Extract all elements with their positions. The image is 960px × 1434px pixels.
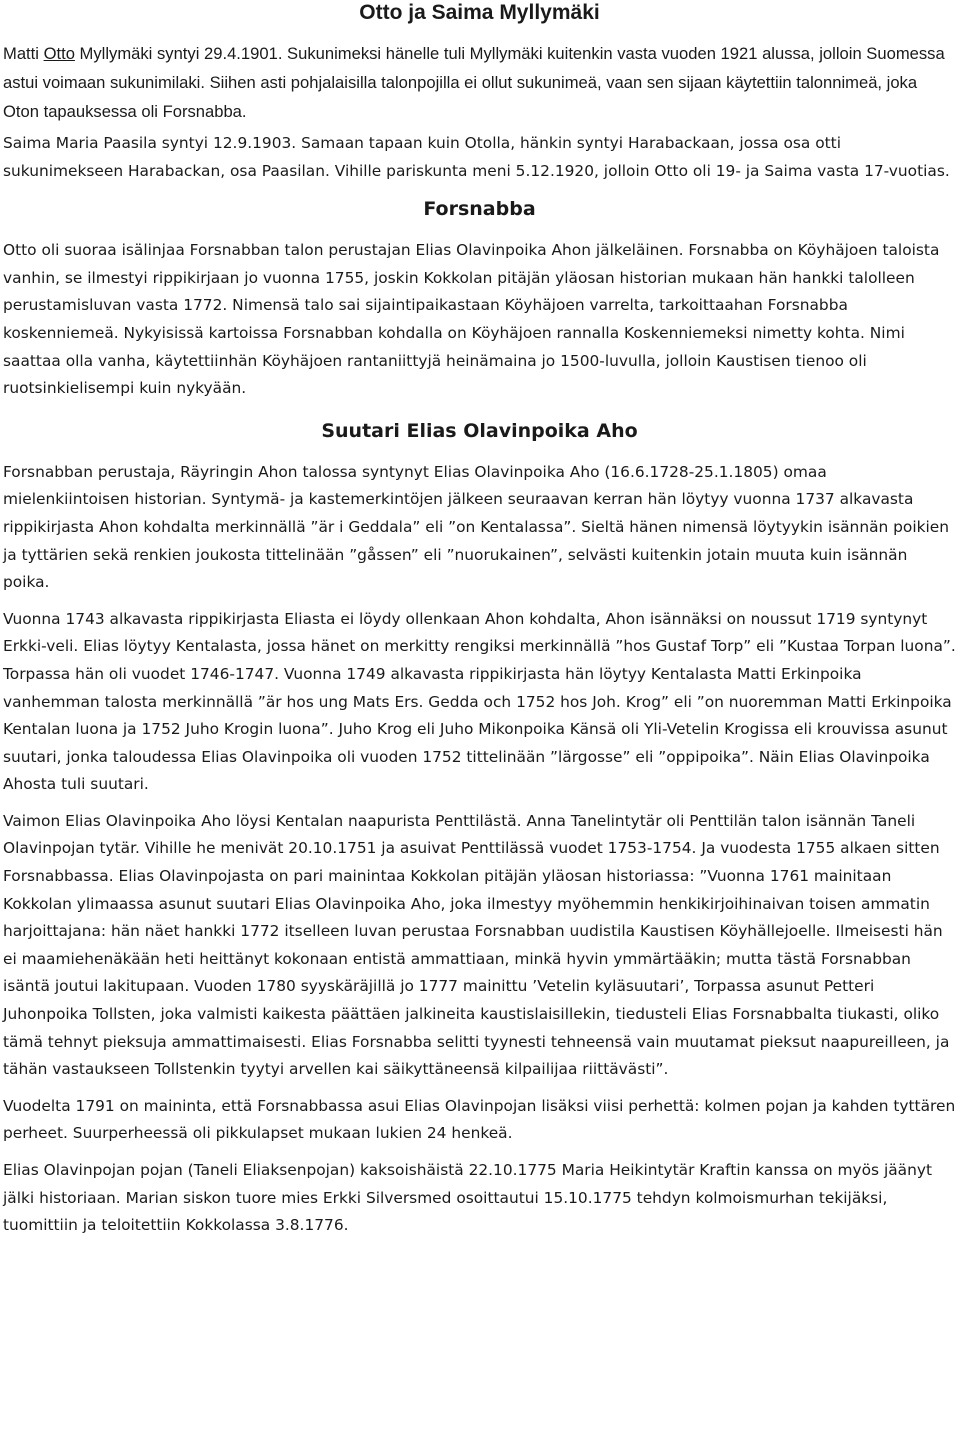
forsnabba-paragraph-1: Otto oli suoraa isälinjaa Forsnabban talon perustajan Elias Olavinpoika Ahon jälkeläinen. Forsnabba on Köyhäjoen taloista vanhin, se ilmestyi rippikirjaan jo vuonna 1755, joskin Kokkolan pitäjän yläosan historian mukaan hän hankki talolleen perustamisluvan vasta 1772. Nimensä talo sai sijaintipaikastaan Köyhäjoen varrelta, tarkoittaahan Forsnabba koskenniemeä. Nykyisissä kartoissa Forsnabban kohdalla on Köyhäjoen rannalla Koskenniemeksi nimetty kohta. Nimi saattaa olla vanha, käytettiinhän Köyhäjoen rantaniittyjä heinämaina jo 1500-luvulla, jolloin Kaustisen tienoo oli ruotsinkielisempi kuin nykyään. (3, 241, 940, 398)
elias-paragraph-5: Elias Olavinpojan pojan (Taneli Eliaksenpojan) kaksoishäistä 22.10.1775 Maria Heikintytär Kraftin kanssa on myös jäänyt jälki historiaan. Marian siskon tuore mies Erkki Silversmed osoittautui 15.10.1775 tehdyn kolmoismurhan tekijäksi, tuomittiin ja teloitettiin Kokkolassa 3.8.1776. (3, 1161, 932, 1235)
elias-paragraph-1: Forsnabban perustaja, Räyringin Ahon talossa syntynyt Elias Olavinpoika Aho (16.6.1728-25.1.1805) omaa mielenkiintoisen historian. Syntymä- ja kastemerkintöjen jälkeen seuraavan kerran hän löytyy vuonna 1737 alkavasta rippikirjasta Ahon kohdalta merkinnällä ”är i Geddala” eli ”on Kentalassa”. Sieltä hänen nimensä löytyykin isännän poikien ja tyttärien sekä renkien joukosta tittelinään ”gåssen” eli ”nuorukainen”, selvästi kuitenkin jotain muuta kuin isännän poika. (3, 462, 950, 592)
elias-paragraph-4: Vuodelta 1791 on maininta, että Forsnabbassa asui Elias Olavinpojan lisäksi viisi perhettä: kolmen pojan ja kahden tyttären perheet. Suurperheessä oli pikkulapset mukaan lukien 24 henkeä. (3, 1096, 956, 1143)
intro-section (3, 39, 956, 185)
intro-text-b: Myllymäki syntyi 29.4.1901. Sukunimeksi hänelle tuli Myllymäki kuitenkin vasta vuoden 1921 alussa, jolloin Suomessa astui voimaan sukunimilaki. Siihen asti pohjalaisilla talonpojilla ei ollut sukunimeä, vaan sen sijaan käytettiin talonnimeä, joka Oton tapauksessa oli Forsnabba. (3, 44, 945, 121)
otto-underlined: Otto (43, 44, 75, 63)
elias-paragraph-2: Vuonna 1743 alkavasta rippikirjasta Eliasta ei löydy ollenkaan Ahon kohdalta, Ahon isännäksi on noussut 1719 syntynyt Erkki-veli. Elias löytyy Kentalasta, jossa hänet on merkitty rengiksi merkinnällä ”hos Gustaf Torp” eli ”Kustaa Torpan luona”. Torpassa hän oli vuodet 1746-1747. Vuonna 1749 alkavasta rippikirjasta hän löytyy Kentalasta Matti Erkinpoika vanhemman talosta merkinnällä ”är hos ung Mats Ers. Gedda och 1752 hos Joh. Krog” eli ”on nuoremman Matti Erkinpoika Kentalan luona ja 1752 Juho Krogin luona”. Juho Krog eli Juho Mikonpoika Känsä oli Yli-Vetelin Krogissa eli krouvissa asunut suutari, jonka taloudessa Elias Olavinpoika oli vuoden 1752 tittelinään ”lärgosse” eli ”oppipoika”. Näin Elias Olavinpoika Ahosta tuli suutari. (3, 609, 956, 794)
section-heading-forsnabba: Forsnabba (423, 198, 536, 221)
intro-text-a: Matti (3, 44, 44, 63)
intro-paragraph-1 (3, 39, 956, 126)
page-title: Otto ja Saima Myllymäki (359, 1, 600, 24)
section-heading-elias: Suutari Elias Olavinpoika Aho (321, 419, 638, 442)
elias-paragraph-3: Vaimon Elias Olavinpoika Aho löysi Kentalan naapurista Penttilästä. Anna Tanelintytär oli Penttilän talon isännän Taneli Olavinpojan tytär. Vihille he menivät 20.10.1751 ja asuivat Penttilässä vuodet 1753-1754. Ja vuodesta 1755 alkaen sitten Forsnabbassa. Elias Olavinpojasta on pari mainintaa Kokkolan pitäjän yläosan historiassa: ”Vuonna 1761 mainitaan Kokkolan ylimaassa asunut suutari Elias Olavinpoika Aho, joka ilmestyy myöhemmin henkikirjoihinaivan toisen ammatin harjoittajana: hän näet hankki 1772 itselleen luvan perustaa Forsnabban uudistila Kaustisen Köyhällejoelle. Ilmeisesti hän ei maamiehenäkään heti heittänyt kokonaan entistä ammattiaan, minkä hyvin ymmärtääkin; mutta tästä Forsnabban isäntä joutui lakitupaan. Vuoden 1780 syyskäräjillä jo 1777 mainittu ’Vetelin kyläsuutari’, Torpassa asunut Petteri Juhonpoika Tollsten, joka valmisti kaikesta päättäen jalkineita kaustislaisillekin, tiedusteli Elias Forsnabbalta tiukasti, oliko tämä tehnyt pieksuja ammattimaisesti. Elias Forsnabba selitti tyynesti tehneensä vain muutamat pieksut naapureilleen, ja tähän vastaukseen Tollstenkin tyytyi arvellen kai säikyttäneensä kilpailijaa riittävästi”. (3, 811, 950, 1079)
intro-paragraph-2: Saima Maria Paasila syntyi 12.9.1903. Samaan tapaan kuin Otolla, hänkin syntyi Harabackaan, jossa osa otti sukunimekseen Harabackan, osa Paasilan. Vihille pariskunta meni 5.12.1920, jolloin Otto oli 19- ja Saima vasta 17-vuotias. (3, 134, 950, 180)
